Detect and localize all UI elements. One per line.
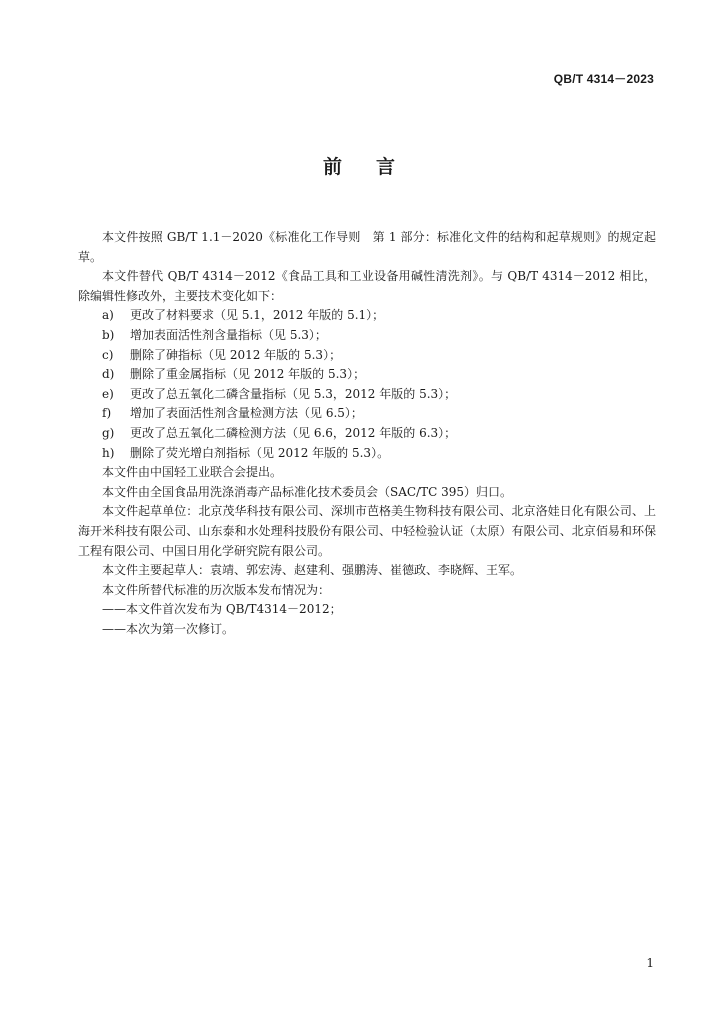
page-number: 1 — [646, 956, 654, 970]
list-item — [78, 306, 656, 326]
foreword-body — [78, 228, 656, 639]
list-text: 删除了砷指标（见 2012 年版的 5.3）； — [130, 347, 342, 362]
paragraph-drafting-units: 本文件起草单位：北京茂华科技有限公司、深圳市芭格美生物科技有限公司、北京洛娃日化有限公司、上海开米科技有限公司、山东泰和水处理科技股份有限公司、中轻检验认证（太原）有限公司、北京佰易和环保工程有限公司、中国日用化学研究院有限公司。 — [78, 504, 656, 558]
page-title: 前言 — [322, 156, 429, 178]
list-item — [78, 326, 656, 346]
list-text: 增加了表面活性剂含量检测方法（见 6.5）； — [130, 406, 363, 421]
list-marker: d) — [102, 367, 115, 382]
list-marker: a) — [102, 308, 114, 323]
change-list — [78, 306, 656, 463]
list-item — [78, 404, 656, 424]
list-marker: e) — [102, 386, 114, 401]
standard-code: QB/T 4314－2023 — [553, 72, 654, 86]
list-text: 更改了材料要求（见 5.1，2012 年版的 5.1）； — [130, 308, 385, 323]
list-item — [78, 385, 656, 405]
paragraph-proposer: 本文件由中国轻工业联合会提出。 — [102, 465, 283, 480]
paragraph-history-intro: 本文件所替代标准的历次版本发布情况为： — [102, 582, 331, 597]
list-marker: f) — [102, 406, 112, 421]
paragraph-drafting-basis: 本文件按照 GB/T 1.1－2020《标准化工作导则 第 1 部分：标准化文件的结构和起草规则》的规定起草。 — [78, 230, 656, 264]
paragraph-committee: 本文件由全国食品用洗涤消毒产品标准化技术委员会（SAC/TC 395）归口。 — [102, 484, 513, 499]
list-text: 删除了重金属指标（见 2012 年版的 5.3）； — [130, 367, 366, 382]
list-marker: h) — [102, 445, 115, 460]
history-item: ——本文件首次发布为 QB/T4314－2012； — [102, 602, 342, 617]
paragraph-drafters: 本文件主要起草人：袁靖、郭宏涛、赵建利、强鹏涛、崔德政、李晓辉、王军。 — [102, 563, 523, 578]
list-text: 增加表面活性剂含量指标（见 5.3）； — [130, 327, 327, 342]
list-marker: b) — [102, 327, 115, 342]
list-marker: c) — [102, 347, 114, 362]
list-text: 删除了荧光增白剂指标（见 2012 年版的 5.3）。 — [130, 445, 390, 460]
list-item — [78, 365, 656, 385]
list-text: 更改了总五氧化二磷含量指标（见 5.3，2012 年版的 5.3）； — [130, 386, 457, 401]
list-item — [78, 346, 656, 366]
history-item: ——本次为第一次修订。 — [102, 621, 235, 636]
list-text: 更改了总五氧化二磷检测方法（见 6.6，2012 年版的 6.3）； — [130, 425, 457, 440]
list-marker: g) — [102, 425, 115, 440]
paragraph-replacement: 本文件替代 QB/T 4314－2012《食品工具和工业设备用碱性清洗剂》。与 QB/T 4314－2012 相比，除编辑性修改外，主要技术变化如下： — [78, 269, 656, 303]
list-item — [78, 424, 656, 444]
list-item — [78, 444, 656, 464]
